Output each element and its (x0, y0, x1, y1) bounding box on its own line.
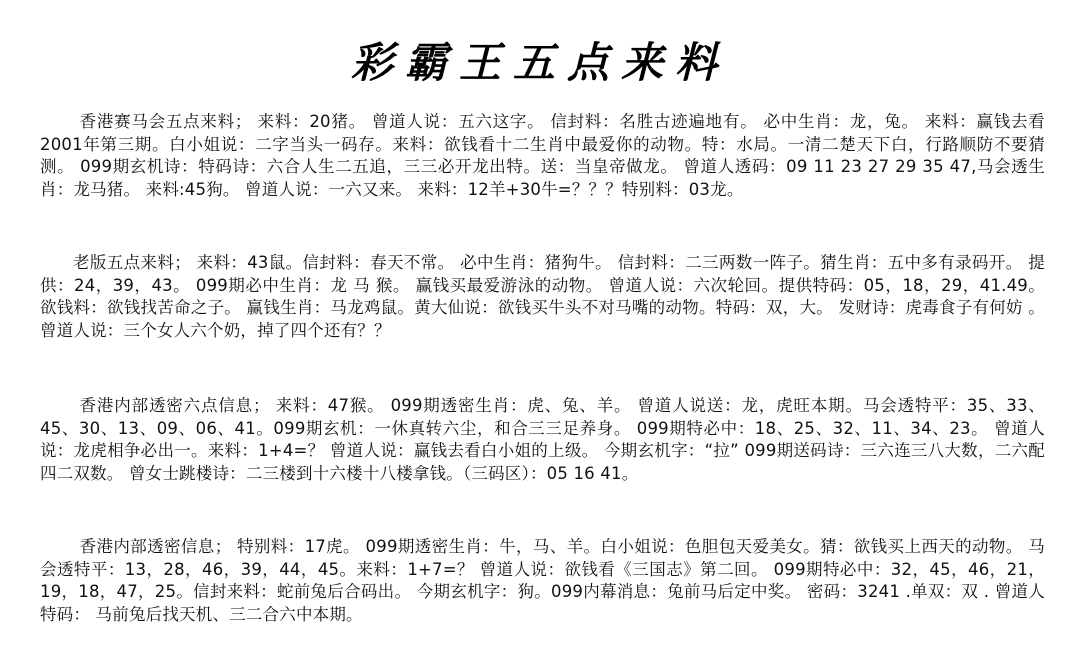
section-text: 香港内部透密信息； 特别料：17虎。 099期透密生肖：牛，马、羊。白小姐说：色胆包天爱美女。猜：欲钱买上西天的动物。 马会透特平：13，28，46，39，44，45。来料：1+7=？ 曾道人说：欲钱看《三国志》第二回。 099期特必中：32，45，46，21，19，18，47，25。信封来料：蛇前兔后合码出。 今期玄机字：狗。099内幕消息：兔前马后定中奖。 密码：3241 .单双：双 . 曾道人特码： 马前兔后找天机、三二合六中本期。 (40, 537, 1045, 624)
section-hk-internal-six-points (40, 395, 1045, 485)
section-hk-internal-info (40, 536, 1045, 626)
section-text: 香港内部透密六点信息； 来料：47猴。 099期透密生肖：虎、兔、羊。 曾道人说送：龙，虎旺本期。马会透特平：35、33、45、30、13、09、06、41。099期玄机：一休真转六尘，和合三三足养身。 099期特必中：18、25、32、11、34、23。 曾道人说：龙虎相争必出一。来料：1+4=？ 曾道人说：赢钱去看白小姐的上级。 今期玄机字：“拉” 099期送码诗：三六连三八大数，二六配四二双数。 曾女士跳楼诗：二三楼到十六楼十八楼拿钱。（三码区）：05 16 41。 (40, 396, 1045, 483)
section-hk-jockey-five-points (40, 111, 1045, 201)
section-text: 老版五点来料； 来料：43鼠。信封料：春天不常。 必中生肖：猪狗牛。 信封料：二三两数一阵子。猜生肖：五中多有录码开。 提供：24，39，43。 099期必中生肖：龙 马 猴。 赢钱买最爱游泳的动物。 曾道人说：六次轮回。提供特码：05，18，29，41.49。 欲钱料：欲钱找苦命之子。 赢钱生肖：马龙鸡鼠。黄大仙说：欲钱买牛头不对马嘴的动物。特码：双，大。 发财诗：虎毒食子有何妨 。曾道人说：三个女人六个奶，掉了四个还有？？ (40, 253, 1045, 340)
page-title: 彩霸王五点来料 (350, 38, 729, 87)
section-old-version-five-points (40, 252, 1045, 342)
section-text: 香港赛马会五点来料； 来料：20猪。 曾道人说：五六这字。 信封料：名胜古迹遍地有。 必中生肖：龙，兔。 来料：赢钱去看2001年第三期。白小姐说：二字当头一码存。来料：欲钱看十二生肖中最爱你的动物。特：水局。一清二楚天下白，行路顺防不要猜测。 099期玄机诗：特码诗：六合人生二五追，三三必开龙出特。送：当皇帝做龙。 曾道人透码：09 11 23 27 29 35 47,马会透生肖：龙马猪。 来料:45狗。 曾道人说：一六又来。 来料：12羊+30牛=？？？特别料：03龙。 (40, 112, 1045, 199)
